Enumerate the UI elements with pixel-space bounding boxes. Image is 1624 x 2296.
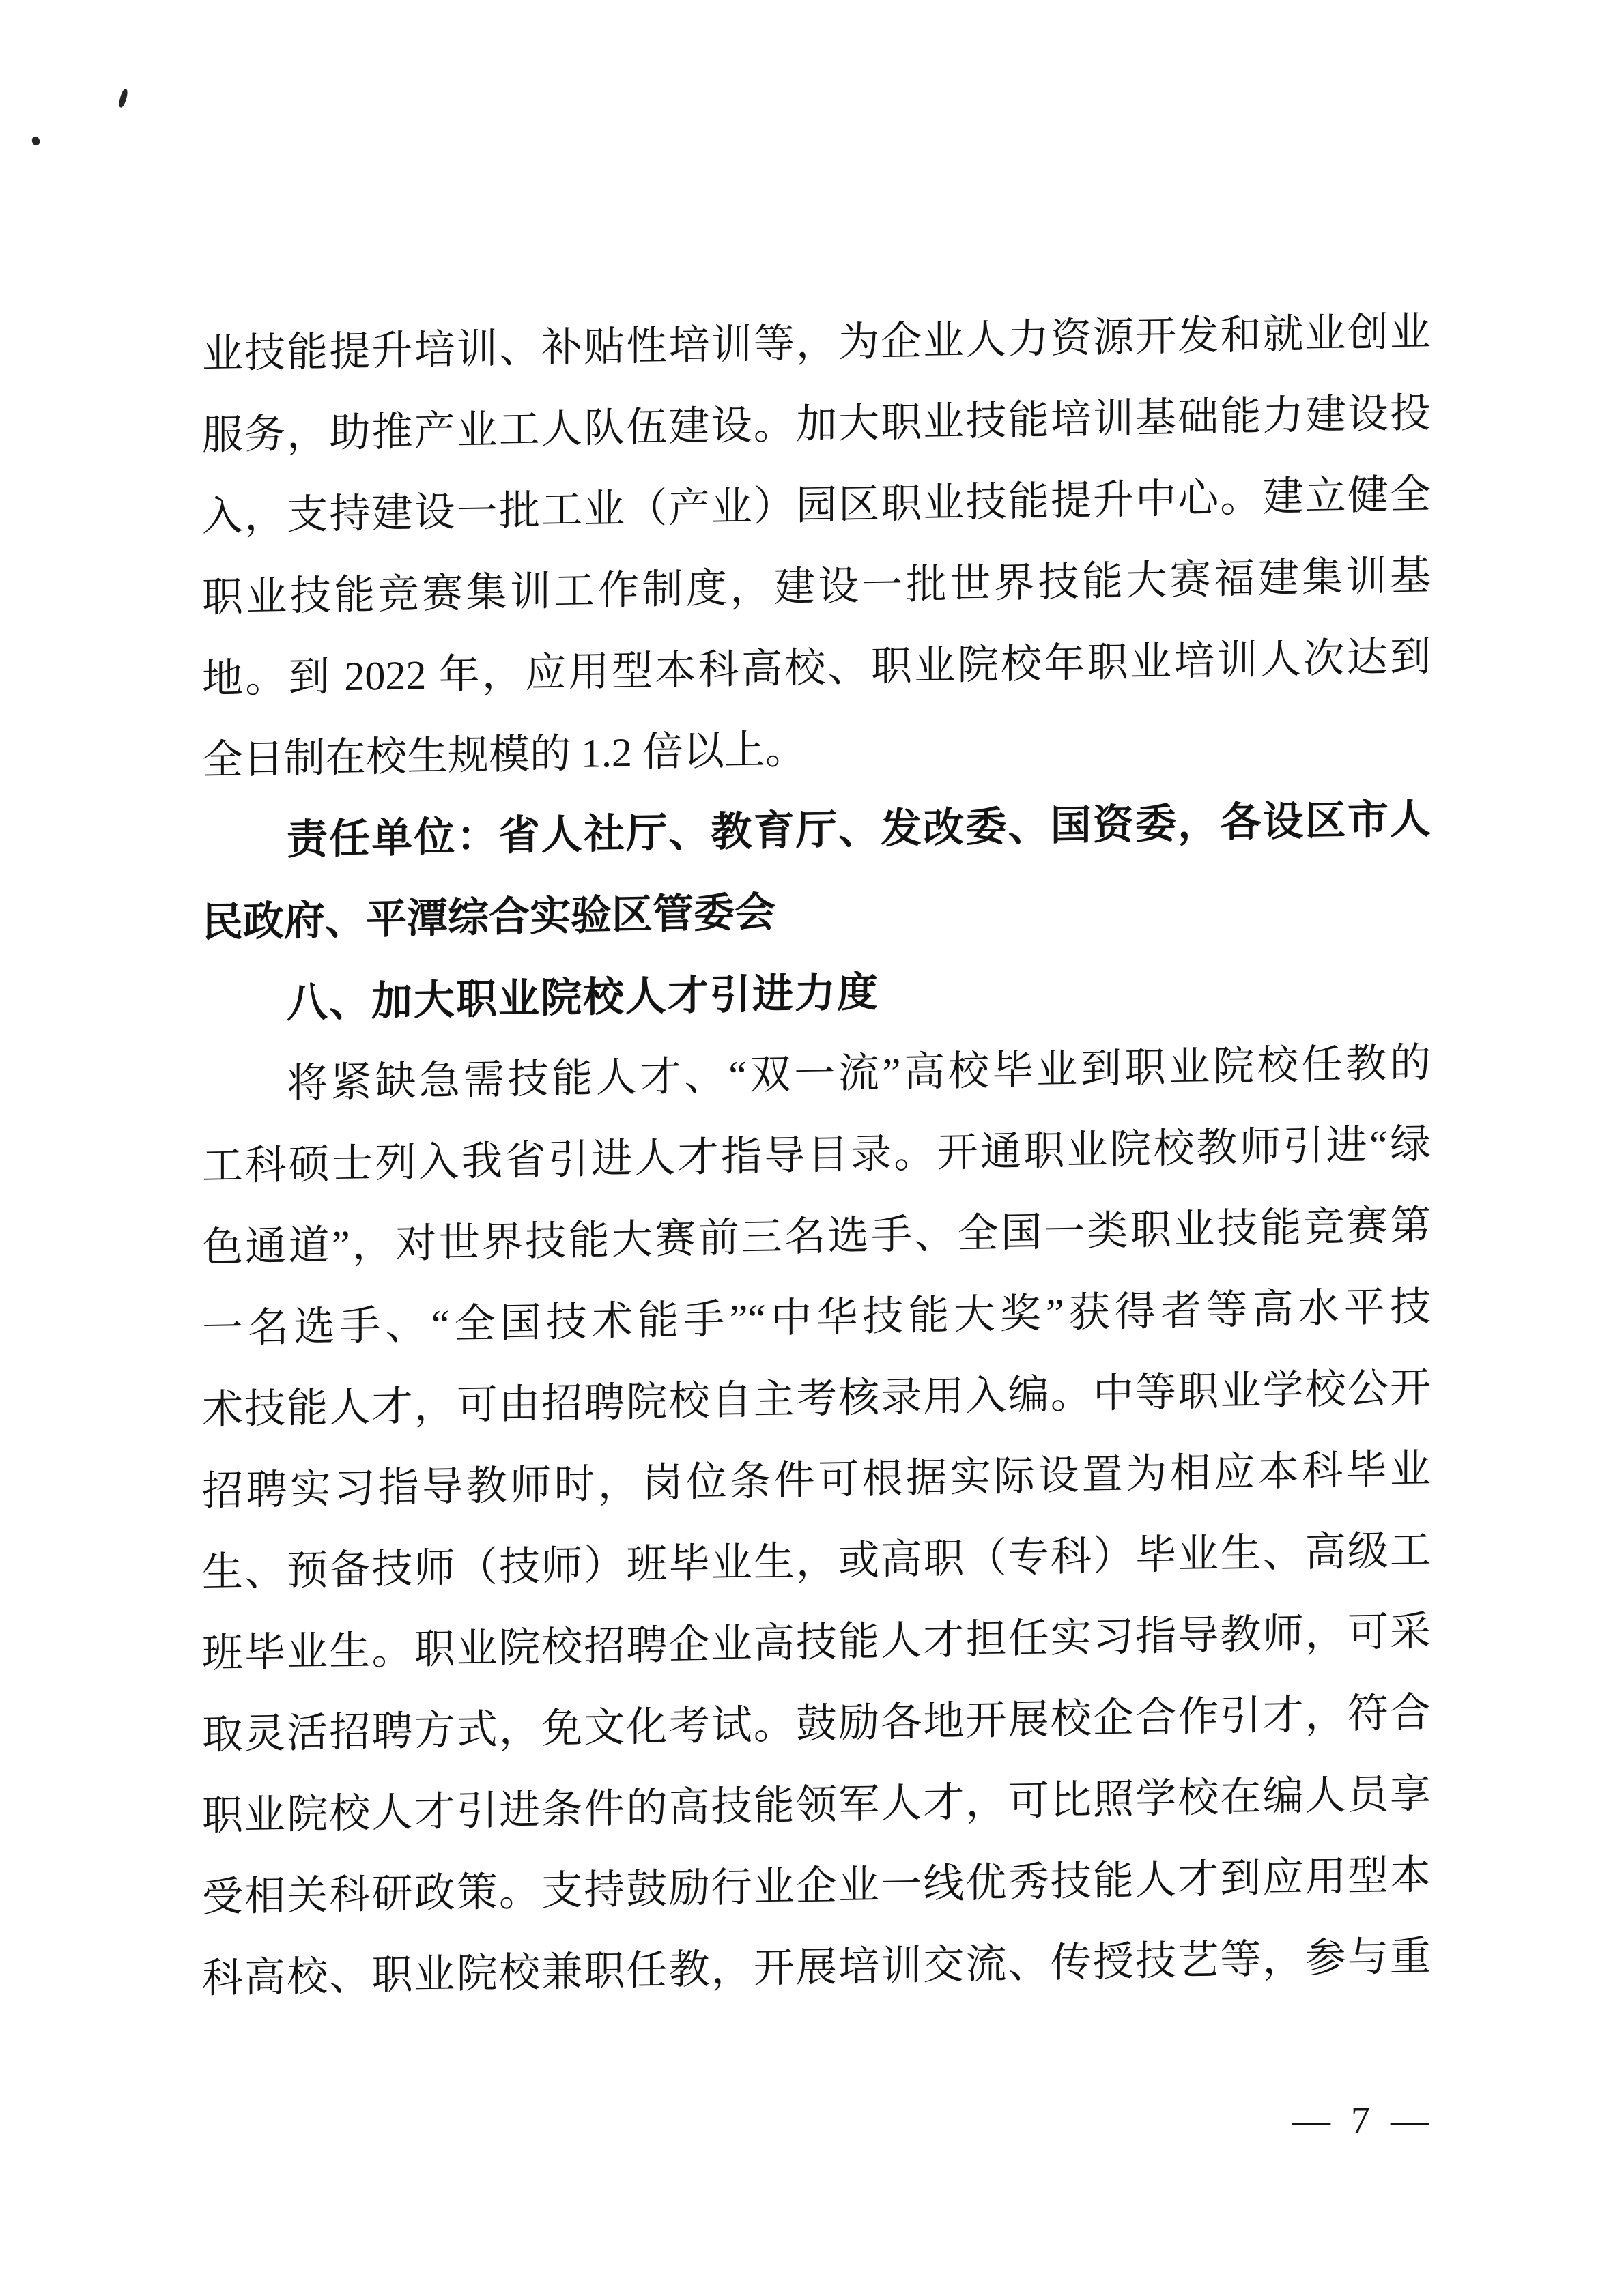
body-line: 业技能提升培训、补贴性培训等，为企业人力资源开发和就业创业 — [202, 309, 1431, 377]
body-line: 全日制在校生规模的 1.2 倍以上。 — [202, 726, 806, 783]
body-line: 科高校、职业院校兼职任教，开展培训交流、传授技艺等，参与重 — [202, 1934, 1431, 2001]
responsibility-line: 民政府、平潭综合实验区管委会 — [202, 889, 775, 945]
responsibility-line: 责任单位：省人社厅、教育厅、发改委、国资委，各设区市人 — [287, 797, 1431, 863]
body-line: 班毕业生。职业院校招聘企业高技能人才担任实习指导教师，可采 — [202, 1609, 1431, 1676]
body-line: 服务，助推产业工人队伍建设。加大职业技能培训基础能力建设投 — [202, 390, 1431, 458]
body-line: 色通道”，对世界技能大赛前三名选手、全国一类职业技能竞赛第 — [202, 1203, 1431, 1270]
body-line: 受相关科研政策。支持鼓励行业企业一线优秀技能人才到应用型本 — [202, 1852, 1431, 1920]
body-line: 生、预备技师（技师）班毕业生，或高职（专科）毕业生、高级工 — [202, 1527, 1431, 1595]
body-line: 将紧缺急需技能人才、“双一流”高校毕业到职业院校任教的 — [287, 1040, 1431, 1106]
page-number: — 7 — — [1292, 2099, 1434, 2142]
body-line: 招聘实习指导教师时，岗位条件可根据实际设置为相应本科毕业 — [202, 1446, 1431, 1514]
body-line: 工科硕士列入我省引进人才指导目录。开通职业院校教师引进“绿 — [202, 1121, 1431, 1189]
body-line: 取灵活招聘方式，免文化考试。鼓励各地开展校企合作引才，符合 — [202, 1690, 1431, 1757]
body-line: 职业技能竞赛集训工作制度，建设一批世界技能大赛福建集训基 — [202, 553, 1431, 620]
body-line: 职业院校人才引进条件的高技能领军人才，可比照学校在编人员享 — [202, 1771, 1431, 1839]
ink-speck — [31, 136, 40, 147]
body-line: 入，支持建设一批工业（产业）园区职业技能提升中心。建立健全 — [202, 472, 1431, 539]
section-heading: 八、加大职业院校人才引进力度 — [287, 968, 879, 1026]
body-line: 术技能人才，可由招聘院校自主考核录用入编。中等职业学校公开 — [202, 1365, 1431, 1433]
document-body — [202, 291, 1431, 2020]
body-line: 一名选手、“全国技术能手”“中华技能大奖”获得者等高水平技 — [202, 1284, 1431, 1351]
ink-speck — [117, 88, 128, 108]
body-line: 地。到 2022 年，应用型本科高校、职业院校年职业培训人次达到 — [202, 634, 1431, 702]
